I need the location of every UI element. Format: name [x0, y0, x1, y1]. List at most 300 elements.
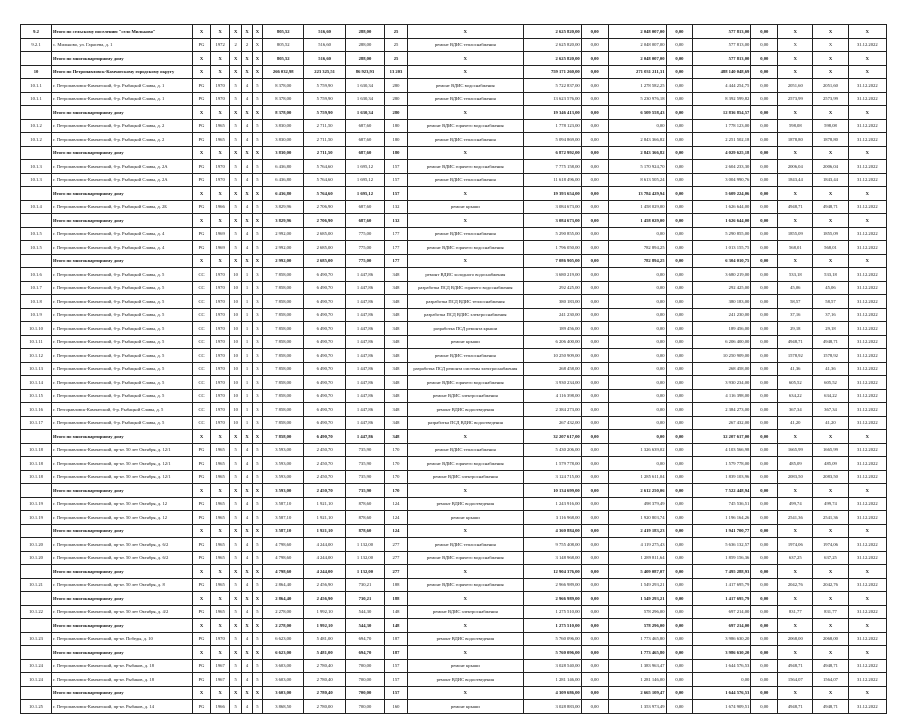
cell-people: 348	[385, 322, 408, 336]
cell-ent: 4	[242, 700, 252, 714]
cell-deadline: 31.12.2022	[848, 200, 886, 214]
cell-share: 0,00	[581, 214, 608, 228]
cell-fund2: 0,00	[666, 295, 693, 309]
cell-own: 0,00	[751, 65, 778, 79]
cell-people: 180	[385, 119, 408, 133]
cell-own: 0,00	[751, 484, 778, 498]
cell-fund: 5 230 976,18	[608, 92, 666, 106]
cell-floors: X	[229, 686, 241, 700]
cell-deadline: X	[848, 430, 886, 444]
cell-no: 10.1.2	[21, 133, 52, 147]
cell-area_nonres: 1 132,00	[345, 551, 384, 565]
cell-area: 6 436,80	[263, 187, 304, 201]
cell-area_nonres: 878,60	[345, 511, 384, 525]
cell-reg: 2083,50	[778, 470, 813, 484]
cell-cost: 5 760 096,00	[523, 632, 581, 646]
cell-year: 1966	[211, 200, 230, 214]
cell-pers: 4948,71	[813, 335, 848, 349]
cell-floors: X	[229, 254, 241, 268]
cell-ent: 4	[242, 133, 252, 147]
cell-reg: X	[778, 565, 813, 579]
cell-area_res: 6 490,70	[304, 416, 345, 430]
cell-mat: PG	[192, 133, 211, 147]
cell-pers: 598,08	[813, 119, 848, 133]
cell-ent: X	[242, 214, 252, 228]
cell-work: X	[407, 254, 523, 268]
cell-people: 348	[385, 268, 408, 282]
cell-area: 7 858,00	[263, 322, 304, 336]
cell-pers: X	[813, 686, 848, 700]
cell-fund: 0,00	[608, 349, 666, 363]
cell-own: 0,00	[751, 646, 778, 660]
cell-fund: 4 119 275,43	[608, 538, 666, 552]
table-row	[21, 497, 887, 511]
cell-own: 0,00	[751, 146, 778, 160]
cell-deadline: 31.12.2022	[848, 578, 886, 592]
table-row	[21, 322, 887, 336]
cell-year: 1965	[211, 457, 230, 471]
cell-ent: 4	[242, 443, 252, 457]
cell-floors: 5	[229, 200, 241, 214]
table-total-row	[21, 214, 887, 228]
cell-fund_pct: 1 778 123,00	[693, 119, 751, 133]
cell-fund2: 0,00	[666, 659, 693, 673]
cell-address: Итого по многоквартирному дому	[52, 146, 193, 160]
cell-no: 10.1.13	[21, 362, 52, 376]
cell-cost: 1 579 778,00	[523, 457, 581, 471]
cell-people: 124	[385, 497, 408, 511]
cell-address: Итого по сельскому поселению "село Мильково"	[52, 25, 193, 39]
cell-fund2: 0,00	[666, 484, 693, 498]
table-row	[21, 227, 887, 241]
cell-pers: X	[813, 52, 848, 66]
cell-mat: PG	[192, 551, 211, 565]
cell-cost: 13 623 576,00	[523, 92, 581, 106]
cell-area_nonres: 730,21	[345, 578, 384, 592]
cell-ent: X	[242, 146, 252, 160]
table-total-row	[21, 52, 887, 66]
cell-deadline: X	[848, 25, 886, 39]
cell-fund: 1 458 029,00	[608, 214, 666, 228]
cell-pers: 1974,06	[813, 538, 848, 552]
cell-cost: 4 309 686,00	[523, 686, 581, 700]
cell-reg: 2541,36	[778, 511, 813, 525]
cell-flats: 5	[252, 700, 262, 714]
cell-area_res: 2 685,00	[304, 254, 345, 268]
table-row	[21, 538, 887, 552]
cell-fund2: 0,00	[666, 619, 693, 633]
cell-year: X	[211, 187, 230, 201]
cell-people: 13 203	[385, 65, 408, 79]
cell-fund2: 0,00	[666, 92, 693, 106]
cell-share: 0,00	[581, 38, 608, 52]
cell-work: разработка ПСД ВДИС теплоснабжения	[407, 295, 523, 309]
cell-cost: 1 796 050,00	[523, 241, 581, 255]
cell-address: Итого по многоквартирному дому	[52, 592, 193, 606]
cell-people: 348	[385, 430, 408, 444]
cell-address: г. Петропавловск-Камчатский, б-р. Рыбацкой Славы, д. 1	[52, 92, 193, 106]
cell-area_res: 4 244,00	[304, 551, 345, 565]
cell-floors: 5	[229, 673, 241, 687]
cell-deadline: 31.12.2022	[848, 268, 886, 282]
cell-area: 805,52	[263, 38, 304, 52]
cell-area_nonres: 775,00	[345, 241, 384, 255]
cell-area_nonres: 288,00	[345, 52, 384, 66]
cell-area: 3 868,50	[263, 700, 304, 714]
cell-address: г. Петропавловск-Камчатский, б-р. Рыбацкой Славы, д. 5	[52, 389, 193, 403]
cell-address: г. Петропавловск-Камчатский, б-р. Рыбацкой Славы, д. 5	[52, 308, 193, 322]
cell-ent: 1	[242, 281, 252, 295]
cell-address: Итого по многоквартирному дому	[52, 52, 193, 66]
cell-fund2: 0,00	[666, 268, 693, 282]
cell-address: Итого по многоквартирному дому	[52, 430, 193, 444]
cell-deadline: 31.12.2022	[848, 403, 886, 417]
cell-address: Итого по Петропавловск-Камчатскому городскому округу	[52, 65, 193, 79]
cell-fund_pct: 577 813,00	[693, 52, 751, 66]
cell-no	[21, 619, 52, 633]
table-row	[21, 200, 887, 214]
cell-no: 10.1.2	[21, 119, 52, 133]
cell-own: 0,00	[751, 214, 778, 228]
cell-people: 277	[385, 538, 408, 552]
cell-area: 7 858,00	[263, 389, 304, 403]
cell-own: 0,00	[751, 173, 778, 187]
cell-share: 0,00	[581, 686, 608, 700]
cell-flats: 5	[252, 551, 262, 565]
cell-share: 0,00	[581, 484, 608, 498]
cell-people: 157	[385, 686, 408, 700]
cell-area_nonres: 1 630,34	[345, 92, 384, 106]
table-row	[21, 295, 887, 309]
cell-cost: 268 458,00	[523, 362, 581, 376]
cell-area_res: 1 921,10	[304, 497, 345, 511]
cell-ent: 1	[242, 322, 252, 336]
cell-ent: 4	[242, 632, 252, 646]
cell-fund2: 0,00	[666, 403, 693, 417]
cell-year: 1965	[211, 511, 230, 525]
cell-fund_pct: 8 392 599,82	[693, 92, 751, 106]
cell-fund2: 0,00	[666, 538, 693, 552]
cell-share: 0,00	[581, 619, 608, 633]
cell-area_res: 1 992,10	[304, 605, 345, 619]
cell-area_nonres: 1 630,34	[345, 106, 384, 120]
cell-reg: 1974,06	[778, 538, 813, 552]
cell-cost: 32 207 617,00	[523, 430, 581, 444]
cell-pers: X	[813, 25, 848, 39]
cell-ent: 4	[242, 511, 252, 525]
cell-fund: 782 894,25	[608, 254, 666, 268]
cell-floors: 2	[229, 38, 241, 52]
cell-work: X	[407, 52, 523, 66]
cell-floors: 5	[229, 133, 241, 147]
cell-mat: PG	[192, 605, 211, 619]
cell-flats: X	[252, 619, 262, 633]
cell-work: X	[407, 106, 523, 120]
cell-no: 10.1.5	[21, 241, 52, 255]
cell-pers: X	[813, 524, 848, 538]
cell-no: 10.1.14	[21, 376, 52, 390]
cell-fund_pct: 1 839 103,96	[693, 470, 751, 484]
table-row	[21, 335, 887, 349]
cell-floors: X	[229, 65, 241, 79]
cell-fund: 1 285 611,04	[608, 470, 666, 484]
cell-work: ремонт ВДИС водоотведения	[407, 632, 523, 646]
table-total-row	[21, 430, 887, 444]
cell-flats: 5	[252, 632, 262, 646]
cell-fund: 0,00	[608, 268, 666, 282]
cell-flats: 5	[252, 457, 262, 471]
cell-fund2: 0,00	[666, 605, 693, 619]
cell-work: ремонт ВДИС водоотведения	[407, 497, 523, 511]
cell-cost: 1 275 510,00	[523, 605, 581, 619]
cell-fund: 1 549 293,21	[608, 592, 666, 606]
cell-address: г. Петропавловск-Камчатский, пр-кт. 50 лет Октября, д. 6/2	[52, 551, 193, 565]
cell-fund_pct: 7 495 288,93	[693, 565, 751, 579]
cell-people: 180	[385, 146, 408, 160]
cell-area_res: 4 244,00	[304, 565, 345, 579]
cell-fund_pct: 1 196 164,26	[693, 511, 751, 525]
cell-work: X	[407, 430, 523, 444]
cell-address: Итого по многоквартирному дому	[52, 619, 193, 633]
cell-flats: 5	[252, 470, 262, 484]
cell-work: X	[407, 646, 523, 660]
cell-area_res: 516,60	[304, 38, 345, 52]
cell-reg: 4948,71	[778, 335, 813, 349]
cell-fund_pct: 1 859 156,36	[693, 551, 751, 565]
cell-area_nonres: 1 132,00	[345, 538, 384, 552]
cell-year: 1965	[211, 538, 230, 552]
cell-reg: 2006,04	[778, 160, 813, 174]
cell-area_nonres: 878,60	[345, 524, 384, 538]
cell-pers: 533,18	[813, 268, 848, 282]
cell-deadline: 31.12.2022	[848, 349, 886, 363]
cell-people: 170	[385, 443, 408, 457]
cell-fund_pct: 5 609 224,06	[693, 187, 751, 201]
cell-area_res: 6 490,70	[304, 268, 345, 282]
cell-area_res: 6 490,70	[304, 403, 345, 417]
cell-fund: 0,00	[608, 389, 666, 403]
cell-mat: X	[192, 146, 211, 160]
cell-cost: 189 456,00	[523, 322, 581, 336]
table-row	[21, 173, 887, 187]
cell-pers: 37,16	[813, 308, 848, 322]
cell-area_res: 6 490,70	[304, 376, 345, 390]
cell-own: 0,00	[751, 349, 778, 363]
cell-fund2: 0,00	[666, 389, 693, 403]
cell-deadline: X	[848, 619, 886, 633]
cell-area_nonres: 775,00	[345, 227, 384, 241]
cell-flats: X	[252, 52, 262, 66]
cell-floors: 5	[229, 160, 241, 174]
cell-area_nonres: 687,60	[345, 200, 384, 214]
cell-share: 0,00	[581, 403, 608, 417]
cell-fund: 0,00	[608, 416, 666, 430]
table-row	[21, 308, 887, 322]
table-total-row	[21, 619, 887, 633]
cell-fund_pct: 380 183,00	[693, 295, 751, 309]
cell-reg: 2051,60	[778, 79, 813, 93]
cell-deadline: 31.12.2022	[848, 551, 886, 565]
cell-reg: X	[778, 214, 813, 228]
cell-fund_pct: 697 214,00	[693, 605, 751, 619]
cell-mat: X	[192, 254, 211, 268]
cell-flats: 5	[252, 160, 262, 174]
cell-no: 10.1.16	[21, 403, 52, 417]
cell-mat: CC	[192, 389, 211, 403]
cell-address: г. Петропавловск-Камчатский, б-р. Рыбацкой Славы, д. 5	[52, 322, 193, 336]
cell-people: 157	[385, 673, 408, 687]
cell-work: ремонт крыши	[407, 659, 523, 673]
cell-flats: X	[252, 25, 262, 39]
cell-flats: 3	[252, 322, 262, 336]
cell-cost: 1 275 510,00	[523, 619, 581, 633]
cell-share: 0,00	[581, 160, 608, 174]
cell-deadline: 31.12.2022	[848, 700, 886, 714]
cell-fund: 271 031 211,31	[608, 65, 666, 79]
cell-mat: CC	[192, 322, 211, 336]
cell-area: 2 992,00	[263, 241, 304, 255]
cell-fund_pct: 189 456,00	[693, 322, 751, 336]
cell-own: 0,00	[751, 457, 778, 471]
cell-fund_pct: 3 986 630,20	[693, 646, 751, 660]
cell-flats: 5	[252, 241, 262, 255]
cell-share: 0,00	[581, 511, 608, 525]
cell-year: 1970	[211, 268, 230, 282]
cell-area_res: 2 685,00	[304, 241, 345, 255]
cell-flats: X	[252, 646, 262, 660]
cell-deadline: 31.12.2022	[848, 119, 886, 133]
cell-area_nonres: 735,90	[345, 443, 384, 457]
cell-fund: 1 281 146,00	[608, 673, 666, 687]
cell-floors: 10	[229, 362, 241, 376]
cell-share: 0,00	[581, 443, 608, 457]
cell-cost: 3 148 968,00	[523, 551, 581, 565]
cell-area: 3 603,00	[263, 659, 304, 673]
cell-share: 0,00	[581, 524, 608, 538]
cell-share: 0,00	[581, 65, 608, 79]
cell-year: 1965	[211, 605, 230, 619]
cell-floors: 5	[229, 578, 241, 592]
cell-fund2: 0,00	[666, 632, 693, 646]
table-row	[21, 133, 887, 147]
cell-mat: X	[192, 106, 211, 120]
cell-no: 10.1.24	[21, 673, 52, 687]
cell-ent: 1	[242, 335, 252, 349]
cell-people: 348	[385, 376, 408, 390]
cell-mat: PG	[192, 700, 211, 714]
cell-floors: 5	[229, 659, 241, 673]
cell-reg: X	[778, 686, 813, 700]
cell-cost: 2 625 820,00	[523, 52, 581, 66]
cell-no: 10.1.11	[21, 335, 52, 349]
cell-deadline: 31.12.2022	[848, 308, 886, 322]
cell-pers: 1878,80	[813, 133, 848, 147]
cell-ent: 4	[242, 92, 252, 106]
table-row	[21, 578, 887, 592]
cell-work: X	[407, 565, 523, 579]
cell-work: ремонт крыши	[407, 511, 523, 525]
table-row	[21, 349, 887, 363]
cell-year: 1970	[211, 349, 230, 363]
cell-cost: 2 625 820,00	[523, 38, 581, 52]
cell-year: 1970	[211, 403, 230, 417]
cell-reg: 45,06	[778, 281, 813, 295]
cell-reg: 367,34	[778, 403, 813, 417]
cell-area_res: 2 780,40	[304, 686, 345, 700]
cell-own: 0,00	[751, 430, 778, 444]
cell-no	[21, 592, 52, 606]
table-total-row	[21, 592, 887, 606]
cell-cost: 3 084 673,00	[523, 214, 581, 228]
cell-area: 8 378,00	[263, 106, 304, 120]
cell-area_nonres: 1 447,86	[345, 403, 384, 417]
cell-ent: 4	[242, 673, 252, 687]
cell-floors: 10	[229, 308, 241, 322]
cell-people: 348	[385, 403, 408, 417]
cell-people: 157	[385, 187, 408, 201]
cell-area: 3 829,96	[263, 214, 304, 228]
cell-area_res: 5 759,90	[304, 79, 345, 93]
cell-work: разработка ПСД ВДИС электроснабжения	[407, 308, 523, 322]
cell-people: 157	[385, 173, 408, 187]
cell-floors: X	[229, 646, 241, 660]
cell-own: 0,00	[751, 416, 778, 430]
cell-ent: X	[242, 25, 252, 39]
cell-pers: X	[813, 484, 848, 498]
cell-address: г. Петропавловск-Камчатский, пр-кт. 50 лет Октября, д. 4/2	[52, 605, 193, 619]
cell-fund2: 0,00	[666, 38, 693, 52]
cell-area_res: 1 921,10	[304, 524, 345, 538]
cell-floors: X	[229, 146, 241, 160]
cell-deadline: 31.12.2022	[848, 443, 886, 457]
cell-people: 132	[385, 200, 408, 214]
cell-reg: X	[778, 430, 813, 444]
cell-share: 0,00	[581, 605, 608, 619]
cell-mat: PG	[192, 497, 211, 511]
cell-share: 0,00	[581, 673, 608, 687]
cell-fund2: 0,00	[666, 254, 693, 268]
cell-people: 280	[385, 92, 408, 106]
cell-area: 7 858,00	[263, 335, 304, 349]
cell-deadline: 31.12.2022	[848, 241, 886, 255]
cell-reg: X	[778, 106, 813, 120]
cell-flats: X	[252, 565, 262, 579]
cell-share: 0,00	[581, 254, 608, 268]
cell-fund_pct: 32 207 617,00	[693, 430, 751, 444]
cell-address: г. Петропавловск-Камчатский, пр-кт. 50 лет Октября, д. 12/1	[52, 457, 193, 471]
cell-ent: X	[242, 484, 252, 498]
cell-pers: 4948,71	[813, 659, 848, 673]
cell-area: 7 858,00	[263, 308, 304, 322]
cell-own: 0,00	[751, 227, 778, 241]
cell-own: 0,00	[751, 38, 778, 52]
cell-share: 0,00	[581, 362, 608, 376]
cell-area: 3 830,00	[263, 119, 304, 133]
cell-no: 10.1.18	[21, 443, 52, 457]
cell-address: г. Петропавловск-Камчатский, б-р. Рыбацкой Славы, д. 5	[52, 416, 193, 430]
cell-floors: X	[229, 52, 241, 66]
cell-fund2: 0,00	[666, 214, 693, 228]
cell-area_res: 6 490,70	[304, 308, 345, 322]
cell-mat: CC	[192, 416, 211, 430]
cell-reg: X	[778, 38, 813, 52]
cell-fund: 2 048 007,00	[608, 25, 666, 39]
table-row	[21, 416, 887, 430]
cell-pers: X	[813, 146, 848, 160]
cell-floors: 10	[229, 268, 241, 282]
cell-area: 3 593,00	[263, 470, 304, 484]
cell-share: 0,00	[581, 281, 608, 295]
